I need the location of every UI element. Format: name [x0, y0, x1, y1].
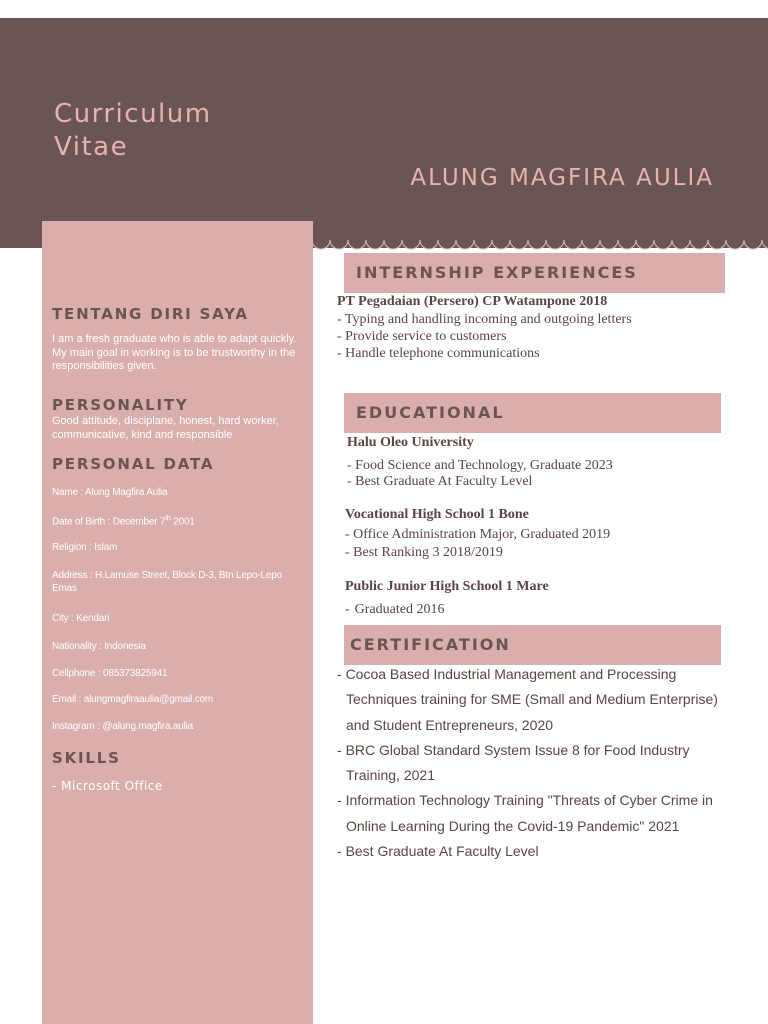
school-item-dash: - — [345, 602, 350, 617]
certification-bar — [344, 625, 721, 665]
cv-title-line2: Vitae — [54, 132, 129, 162]
pd-instagram: Instagram : @alung.magfira.aulia — [52, 721, 194, 732]
school-item: - Best Graduate At Faculty Level — [347, 474, 533, 489]
pd-dob — [52, 512, 292, 528]
candidate-name: ALUNG MAGFIRA AULIA — [410, 165, 714, 191]
skills-heading: SKILLS — [52, 749, 121, 767]
pd-religion: Religion : Islam — [52, 542, 118, 553]
internship-company: PT Pegadaian (Persero) CP Watampone 2018 — [337, 294, 608, 309]
certification-item: - Best Graduate At Faculty Level — [337, 839, 732, 864]
internship-item: - Handle telephone communications — [337, 346, 540, 361]
pd-cellphone: Cellphone : 085373825941 — [52, 668, 168, 679]
internship-item: - Provide service to customers — [337, 329, 507, 344]
personality-text: Good attitude, disciplane, honest, hard worker, communicative, kind and responsible — [52, 415, 279, 441]
pd-address: Address : H.Lamuse Street, Block D-3, Btn Lepo-Lepo Emas — [52, 570, 282, 594]
certification-item: - Information Technology Training "Threats of Cyber Crime in Online Learning During the Covid-19 Pandemic" 2021 — [337, 788, 732, 839]
pd-dob-suffix: 2001 — [170, 516, 195, 528]
cv-title — [54, 98, 212, 164]
internship-heading: INTERNSHIP EXPERIENCES — [356, 263, 638, 282]
school-name: Vocational High School 1 Bone — [345, 507, 529, 522]
pd-dob-prefix: Date of Birth : December 7 — [52, 516, 166, 528]
about-heading: TENTANG DIRI SAYA — [52, 305, 249, 323]
internship-bar — [344, 253, 725, 293]
personal-data-heading: PERSONAL DATA — [52, 455, 215, 473]
scallop-border — [312, 230, 768, 250]
education-heading: EDUCATIONAL — [356, 403, 505, 422]
sidebar — [42, 221, 313, 1024]
certification-heading: CERTIFICATION — [350, 635, 511, 654]
certification-item: - BRC Global Standard System Issue 8 for Food Industry Training, 2021 — [337, 738, 732, 789]
school-item: - Best Ranking 3 2018/2019 — [345, 545, 503, 560]
education-bar — [344, 393, 721, 433]
certification-item: - Cocoa Based Industrial Management and Processing Techniques training for SME (Small and Medium Enterprise) and Student Entrepreneurs, 2020 — [337, 662, 732, 738]
school-item — [345, 601, 444, 618]
pd-dob-sup: th — [165, 515, 171, 522]
school-name: Public Junior High School 1 Mare — [345, 579, 549, 594]
school-item-text: Graduated 2016 — [354, 602, 445, 617]
internship-item: - Typing and handling incoming and outgoing letters — [337, 312, 632, 327]
about-text: I am a fresh graduate who is able to adapt quickly. My main goal in working is to be trustworthy in the responsibilities given. — [52, 333, 297, 372]
school-item: - Office Administration Major, Graduated 2019 — [345, 527, 611, 542]
personality-heading: PERSONALITY — [52, 396, 189, 414]
pd-city: City : Kendari — [52, 613, 110, 624]
pd-name: Name : Alung Magfira Aulia — [52, 487, 168, 498]
school-name: Halu Oleo University — [347, 435, 474, 450]
school-item: - Food Science and Technology, Graduate 2023 — [347, 458, 613, 473]
cv-title-line1: Curriculum — [54, 99, 212, 129]
pd-email: Email : alungmagfiraaulia@gmail.com — [52, 694, 213, 705]
pd-nationality: Nationality : Indonesia — [52, 641, 146, 652]
skill-item: - Microsoft Office — [52, 779, 163, 793]
certification-list — [337, 662, 732, 864]
